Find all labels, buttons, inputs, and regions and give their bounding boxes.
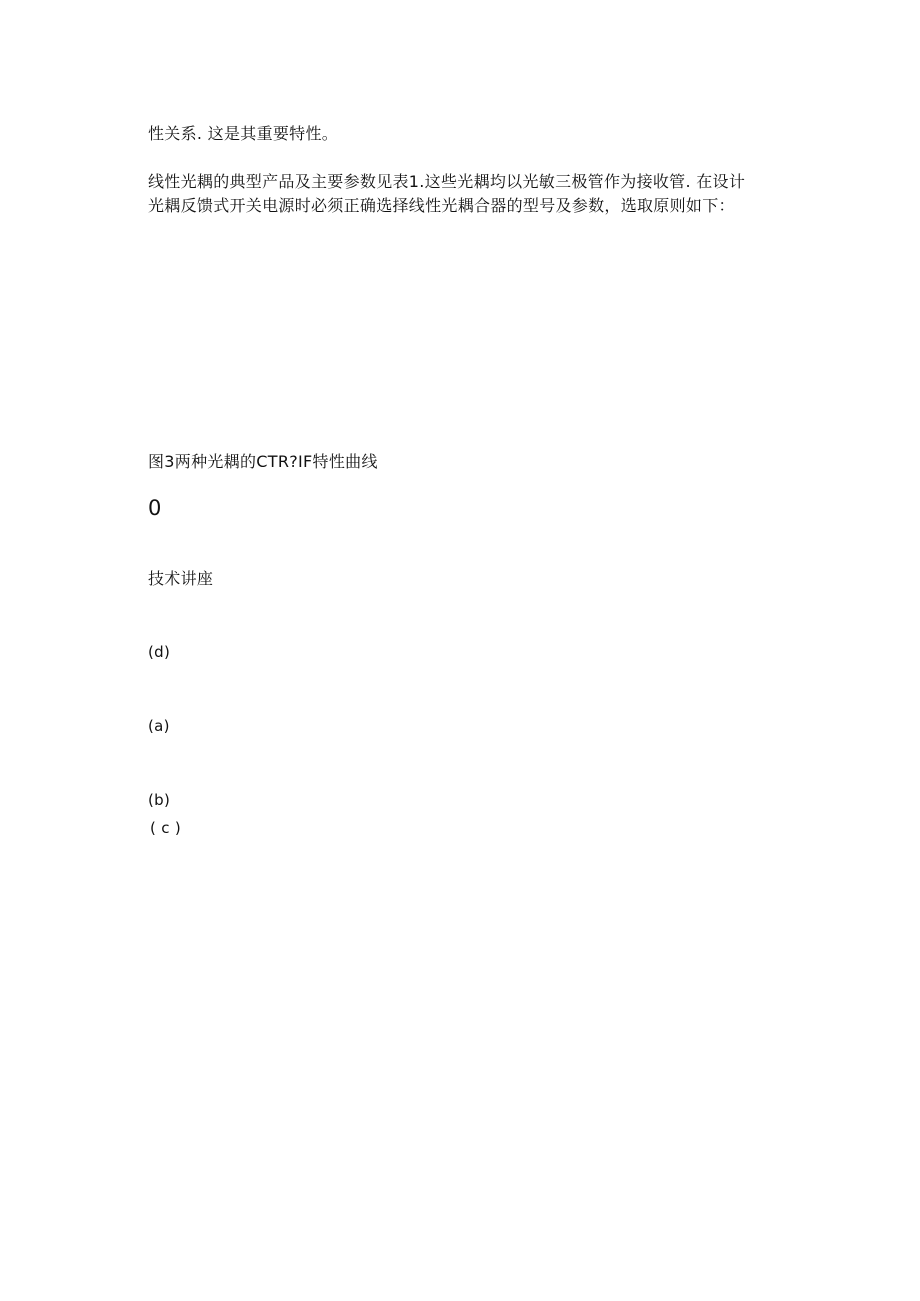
figure-label-c: ( c ) xyxy=(150,819,181,837)
paragraph-line-2: 光耦反馈式开关电源时必须正确选择线性光耦合器的型号及参数，选取原则如下： xyxy=(148,196,735,215)
figure-label-b: (b) xyxy=(148,791,171,809)
axis-zero-label: 0 xyxy=(148,496,162,520)
figure-caption: 图3两种光耦的CTR?IF特性曲线 xyxy=(148,452,378,471)
figure-label-a: (a) xyxy=(148,717,170,735)
figure-label-d: (d) xyxy=(148,643,171,661)
text-line-property: 性关系. 这是其重要特性。 xyxy=(148,124,339,143)
paragraph-line-1: 线性光耦的典型产品及主要参数见表1.这些光耦均以光敏三极管作为接收管. 在设计 xyxy=(148,172,746,191)
section-label: 技术讲座 xyxy=(148,569,214,588)
